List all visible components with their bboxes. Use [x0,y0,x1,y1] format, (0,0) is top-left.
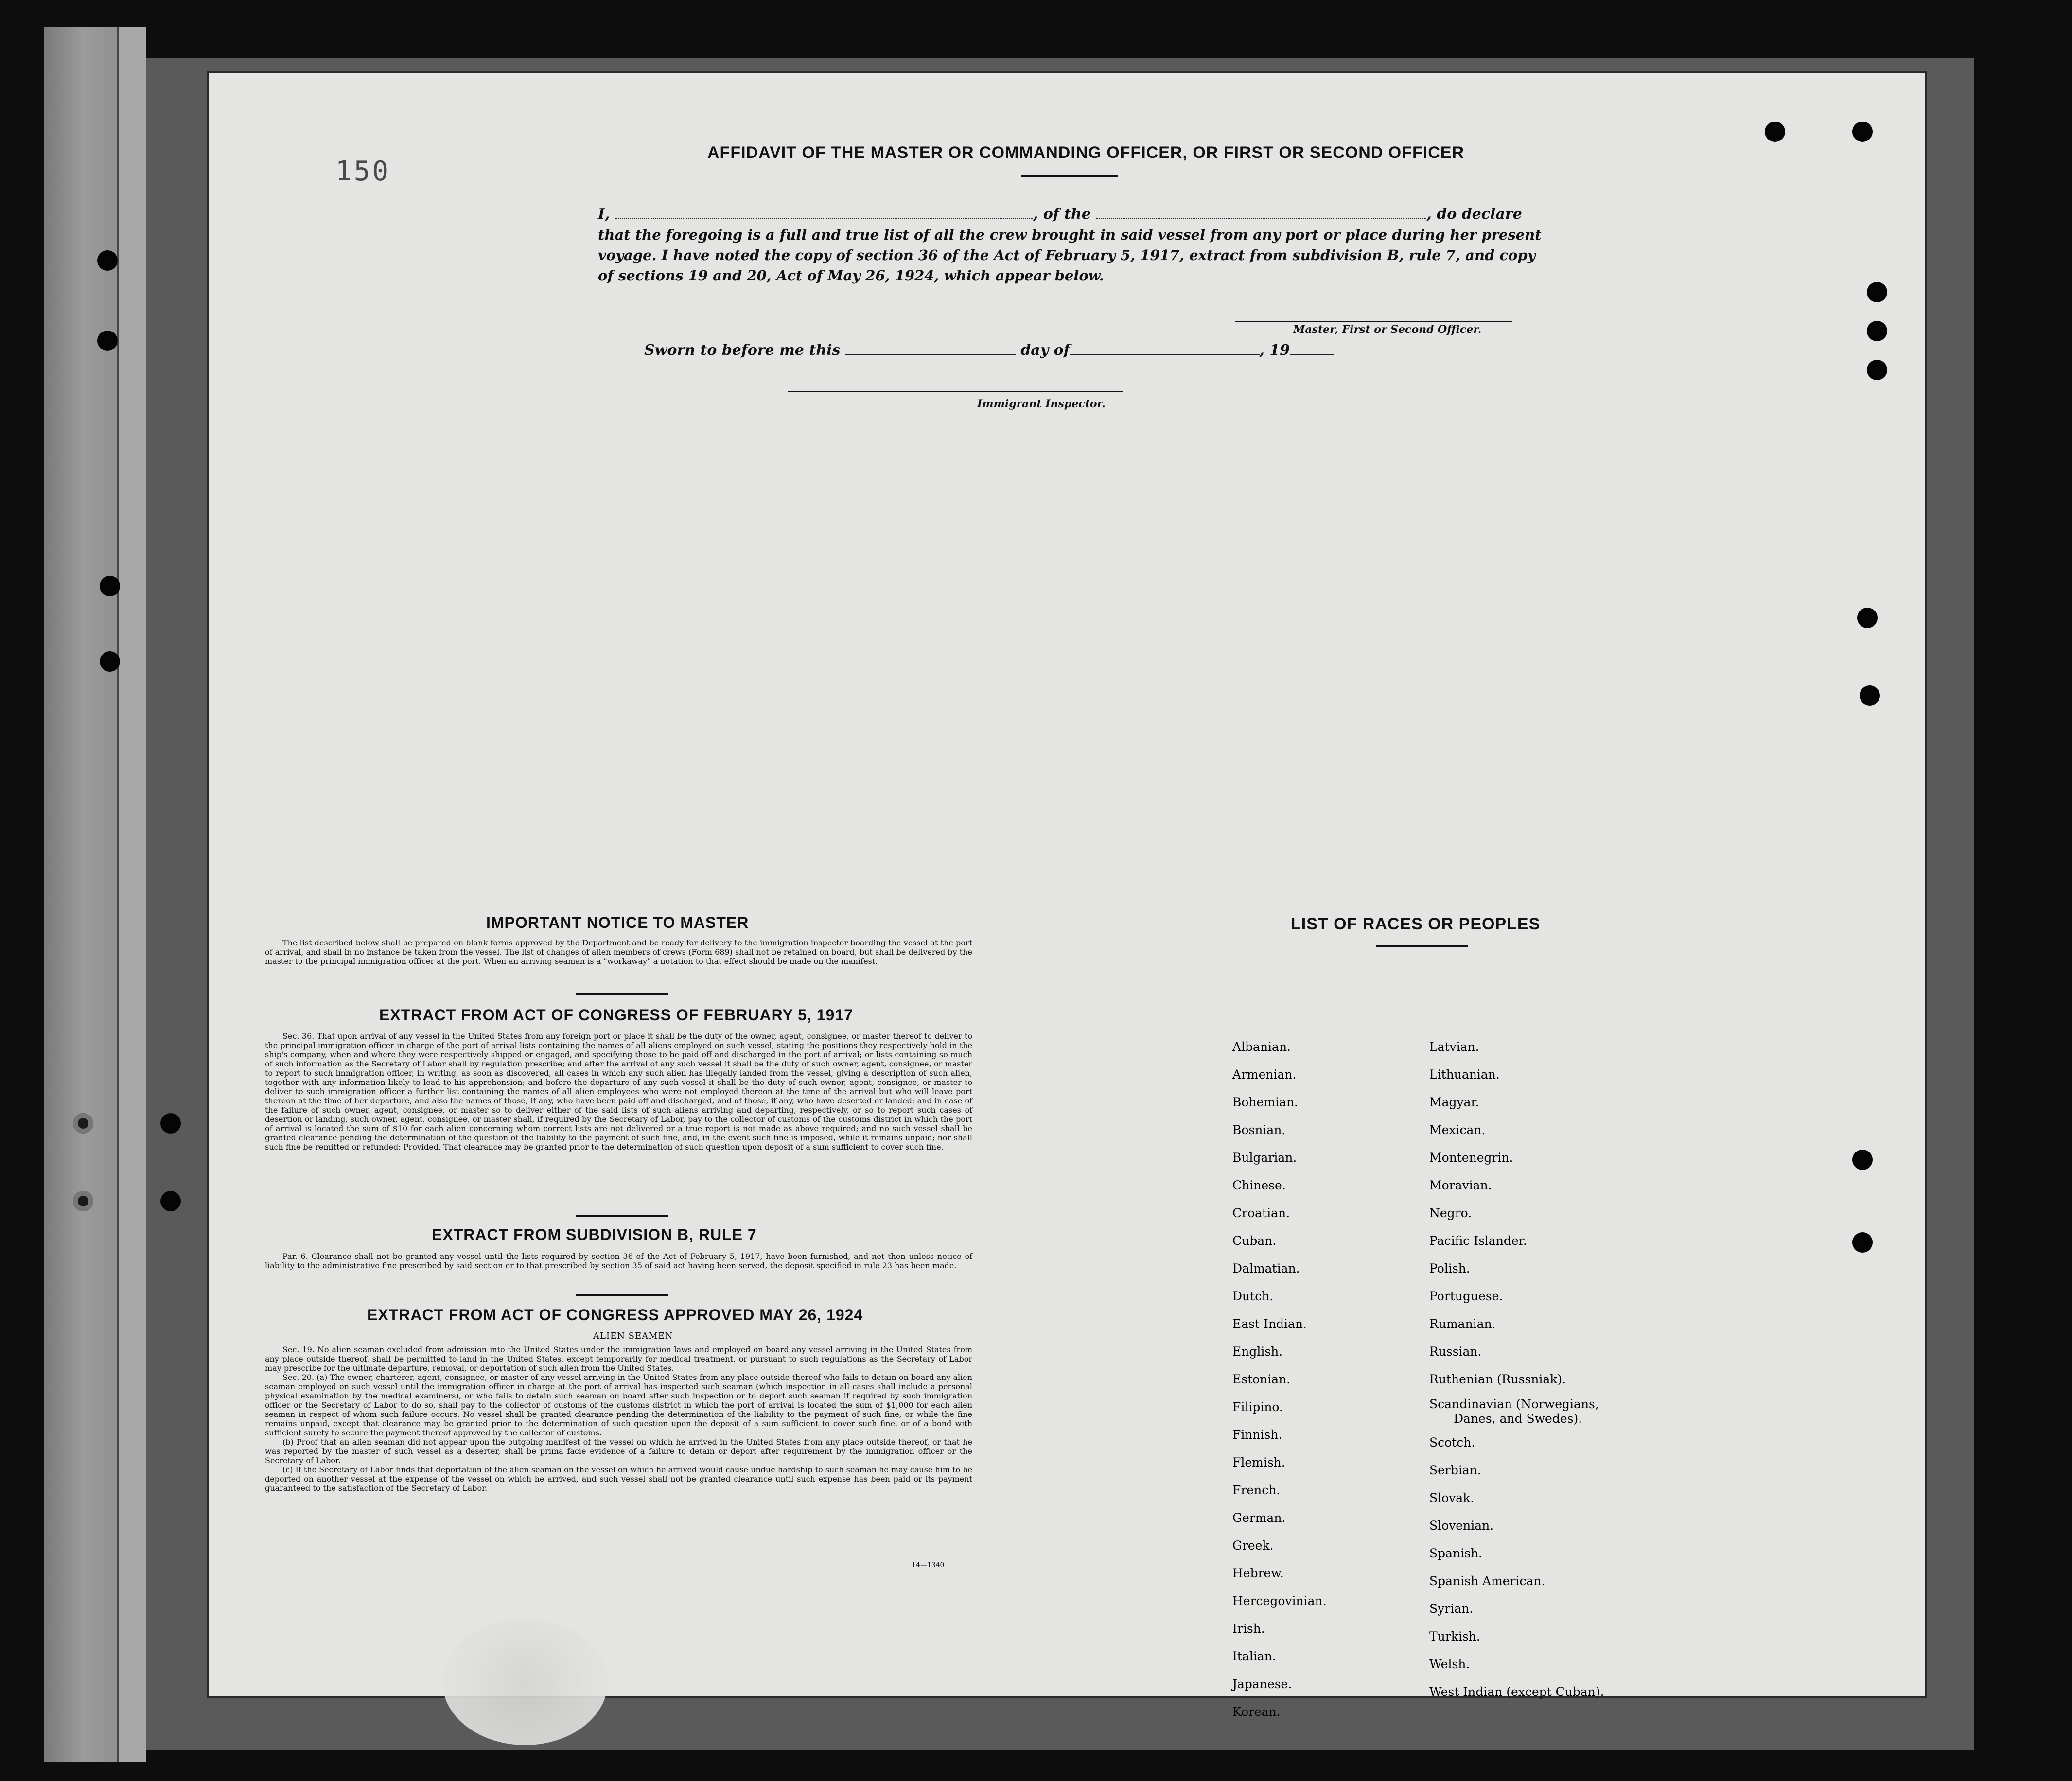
extract-1917-block [265,1031,972,1152]
inspector-label: Immigrant Inspector. [977,398,1106,410]
race-item: Cuban. [1232,1234,1277,1248]
race-item: Scotch. [1429,1435,1475,1449]
races-title: LIST OF RACES OR PEOPLES [1291,915,1541,933]
extract-1924-title: EXTRACT FROM ACT OF CONGRESS APPROVED MAY 26, 1924 [367,1306,863,1324]
race-item: English. [1232,1344,1283,1359]
sworn-line [644,340,1334,361]
race-item: West Indian (except Cuban). [1429,1685,1604,1699]
race-item: Dalmatian. [1232,1261,1300,1275]
race-item-multiline [1429,1393,1604,1429]
punch-hole [160,1113,181,1134]
race-item: Italian. [1232,1649,1276,1663]
section-20c-text: (c) If the Secretary of Labor finds that deportation of the alien seaman on the vessel on which he arrived would cause undue hardship to such seaman he may cause him to be deported on another vessel at the expense of the vessel on which he arrived, and such vessel shall not be granted clearance until such expense has been paid or its payment guaranteed to the satisfaction of the Secretary of Labor. [265,1465,972,1493]
race-item: Syrian. [1429,1602,1474,1616]
extract-rule7-rule [576,1294,668,1296]
race-item: Pacific Islander. [1429,1234,1527,1248]
sworn-day-blank [845,354,1016,355]
race-item: Japanese. [1232,1677,1292,1691]
race-item: Finnish. [1232,1428,1282,1442]
races-right-column [1429,1033,1604,1706]
race-item: Bosnian. [1232,1123,1286,1137]
race-item: Magyar. [1429,1095,1479,1109]
punch-hole [1860,685,1880,706]
punch-hole [1867,321,1887,341]
affidavit-title: AFFIDAVIT OF THE MASTER OR COMMANDING OFFICER, OR FIRST OR SECOND OFFICER [707,143,1464,162]
extract-1917-text: Sec. 36. That upon arrival of any vessel in the United States from any foreign port or place it shall be the duty of the owner, agent, consignee, or master thereof to deliver to the principal immigration officer in charge of the port of arrival lists containing the names of all aliens employed on such vessel, stating the positions they respectively hold in the ship's company, when and where they were respectively shipped or engaged, and specifying those to be paid off and discharged in the port of arrival; or lists containing so much of such information as the Secretary of Labor shall by regulation prescribe; and after the arrival of any such vessel it shall be the duty of such owner, agent, consignee, or master to report to such immigration officer, in writing, as soon as discovered, all cases in which any such alien has illegally landed from the vessel, giving a description of such alien, together with any information likely to lead to his apprehension; and before the departure of any such vessel it shall be the duty of such owner, agent, consignee, or master to deliver to such immigration officer a further list containing the names of all alien employees who were not employed thereon at the time of the arrival but who will leave port thereon at the time of her departure, and also the names of those, if any, who have been paid off and discharged, and of those, if any, who have deserted or landed; and in case of the failure of such owner, agent, consignee, or master so to deliver either of the said lists of such aliens arriving and departing, respectively, or so to report such cases of desertion or landing, such owner, agent, consignee, or master shall, if required by the Secretary of Labor, pay to the collector of customs of the customs district in which the port of arrival is located the sum of $10 for each alien concerning whom correct lists are not delivered or a true report is not made as above required; and no such vessel shall be granted clearance pending the determination of the question of the liability to the payment of such fine, and, in the event such fine is imposed, while it remains unpaid; nor shall such fine be remitted or refunded: Provided, That clearance may be granted prior to the determination of such question upon deposit of a sum sufficient to cover such fine. [265,1031,972,1152]
race-item: East Indian. [1232,1317,1307,1331]
binder-edge [117,27,146,1762]
notice-text-block [265,938,972,966]
punch-hole [1867,360,1887,380]
race-item: Filipino. [1232,1400,1283,1414]
section-20b-text: (b) Proof that an alien seaman did not appear upon the outgoing manifest of the vessel on which he arrived in the United States from any place outside thereof, or that he was reported by the master of such vessel as a deserter, shall be prima facie evidence of a failure to detain or deport after requirement by the immigration officer or the Secretary of Labor. [265,1437,972,1465]
race-item: Mexican. [1429,1123,1486,1137]
race-item-line: Danes, and Swedes). [1454,1412,1582,1426]
race-item: Welsh. [1429,1657,1470,1671]
sworn-year-blank [1290,354,1334,355]
day-of-text: day of [1020,342,1070,359]
master-signature-label: Master, First or Second Officer. [1293,323,1482,336]
race-item: Albanian. [1232,1040,1291,1054]
form-number: 14—1340 [912,1561,945,1569]
affidavit-line-4: of sections 19 and 20, Act of May 26, 1924, which appear below. [598,267,1104,284]
binder-strip [44,27,146,1762]
affidavit-title-rule [1021,175,1118,177]
extract-1924-subtitle: ALIEN SEAMEN [593,1331,673,1341]
race-item: Rumanian. [1429,1317,1496,1331]
declaration-i-text: I, [598,206,610,223]
race-item: Montenegrin. [1429,1151,1513,1165]
binder-ring-hole [73,1113,93,1134]
race-item: Armenian. [1232,1067,1297,1082]
extract-rule7-text: Par. 6. Clearance shall not be granted any vessel until the lists required by section 36 of the Act of February 5, 1917, have been furnished, and not then unless notice of liability to the administrative fine prescribed by said section or to that prescribed by section 35 of said act having been served, the deposit specified in rule 23 has been made. [265,1252,972,1270]
race-item: Serbian. [1429,1463,1481,1477]
declaration-of-the-text: , of the [1033,206,1091,223]
race-item: German. [1232,1511,1286,1525]
notice-title: IMPORTANT NOTICE TO MASTER [486,914,749,931]
race-item: Irish. [1232,1622,1265,1636]
race-item: Greek. [1232,1538,1274,1553]
race-item: Bulgarian. [1232,1151,1297,1165]
affidavit-line-2: that the foregoing is a full and true list of all the crew brought in said vessel from any port or place during her present [598,227,1542,243]
races-title-rule [1376,945,1468,947]
document-page [209,73,1925,1719]
extract-rule7-title: EXTRACT FROM SUBDIVISION B, RULE 7 [432,1226,757,1243]
section-20a-text: Sec. 20. (a) The owner, charterer, agent, consignee, or master of any vessel arriving in the United States from any place outside thereof who fails to detain on board any alien seaman employed on such vessel until the immigration officer in charge at the port of arrival has inspected such seaman (which inspection in all cases shall include a personal physical examination by the medical examiners), or who fails to detain such seaman on board after such inspection or to deport such seaman if required by such immigration officer or the Secretary of Labor to do so, shall pay to the collector of customs of the customs district in which the port of arrival is located the sum of $1,000 for each alien seaman in respect of whom such failure occurs. No vessel shall be granted clearance pending the determination of the liability to the payment of such fine, or while the fine remains unpaid, except that clearance may be granted prior to the determination of such question upon the deposit of a sum sufficient to cover such fine, or of a bond with sufficient surety to secure the payment thereof approved by the collector of customs. [265,1373,972,1437]
punch-hole [100,576,120,596]
race-item: Negro. [1429,1206,1472,1220]
race-item: Russian. [1429,1344,1482,1359]
race-item: Croatian. [1232,1206,1290,1220]
race-item: Dutch. [1232,1289,1274,1303]
affidavit-declaration-line [598,204,1522,225]
margin-ghost-number: 150 [335,156,391,187]
race-item: Spanish American. [1429,1574,1545,1588]
notice-rule [576,993,668,995]
race-item: Slovenian. [1429,1519,1494,1533]
name-blank [615,218,1033,219]
punch-hole [1852,122,1873,142]
sworn-month-blank [1070,354,1260,355]
race-item-line: Scandinavian (Norwegians, [1429,1397,1599,1411]
affidavit-line-3: voyage. I have noted the copy of section 36 of the Act of February 5, 1917, extract from subdivision B, rule 7, and copy [598,247,1536,263]
binder-ring-hole [73,1191,93,1211]
punch-hole [1857,608,1878,628]
extract-1917-rule [576,1215,668,1217]
race-item: Chinese. [1232,1178,1286,1192]
race-item: Spanish. [1429,1546,1483,1560]
year-prefix-text: , 19 [1259,342,1290,359]
race-item: Ruthenian (Russniak). [1429,1372,1566,1386]
punch-hole [1852,1232,1873,1253]
extract-1924-block [265,1345,972,1493]
race-item: Bohemian. [1232,1095,1298,1109]
punch-hole [1765,122,1785,142]
race-item: Hebrew. [1232,1566,1284,1580]
race-item: Lithuanian. [1429,1067,1500,1082]
race-item: Moravian. [1429,1178,1492,1192]
extract-1917-title: EXTRACT FROM ACT OF CONGRESS OF FEBRUARY 5, 1917 [379,1006,853,1024]
races-left-column [1232,1033,1327,1726]
race-item: Flemish. [1232,1455,1285,1469]
race-item: Portuguese. [1429,1289,1503,1303]
section-19-text: Sec. 19. No alien seaman excluded from admission into the United States under the immigration laws and employed on board any vessel arriving in the United States from any place outside thereof, shall be permitted to land in the United States, except temporarily for medical treatment, or pursuant to such regulations as the Secretary of Labor may prescribe for the ultimate departure, removal, or deportation of such alien from the United States. [265,1345,972,1373]
race-item: Latvian. [1429,1040,1479,1054]
master-signature-line [1235,321,1512,322]
race-item: Turkish. [1429,1629,1480,1643]
race-item: French. [1232,1483,1281,1497]
race-item: Korean. [1232,1705,1281,1719]
embossed-seal [442,1619,608,1745]
declaration-do-declare-text: , do declare [1426,206,1522,223]
punch-hole [1852,1150,1873,1170]
race-item: Slovak. [1429,1491,1475,1505]
inspector-signature-line [788,391,1123,392]
sworn-text: Sworn to before me this [644,342,841,359]
punch-hole [97,331,118,351]
race-item: Polish. [1429,1261,1470,1275]
punch-hole [100,651,120,672]
punch-hole [1867,282,1887,302]
extract-rule7-block [265,1252,972,1270]
vessel-blank [1096,218,1426,219]
notice-text: The list described below shall be prepared on blank forms approved by the Department and be ready for delivery to the immigration inspector boarding the vessel at the port of arrival, and shall in no instance be taken from the vessel. The list of changes of alien members of crews (Form 689) shall not be retained on board, but shall be delivered by the master to the principal immigration officer at the port. When an arriving seaman is a "workaway" a notation to that effect should be made on the manifest. [265,938,972,966]
punch-hole [97,250,118,271]
race-item: Hercegovinian. [1232,1594,1327,1608]
race-item: Estonian. [1232,1372,1291,1386]
punch-hole [160,1191,181,1211]
